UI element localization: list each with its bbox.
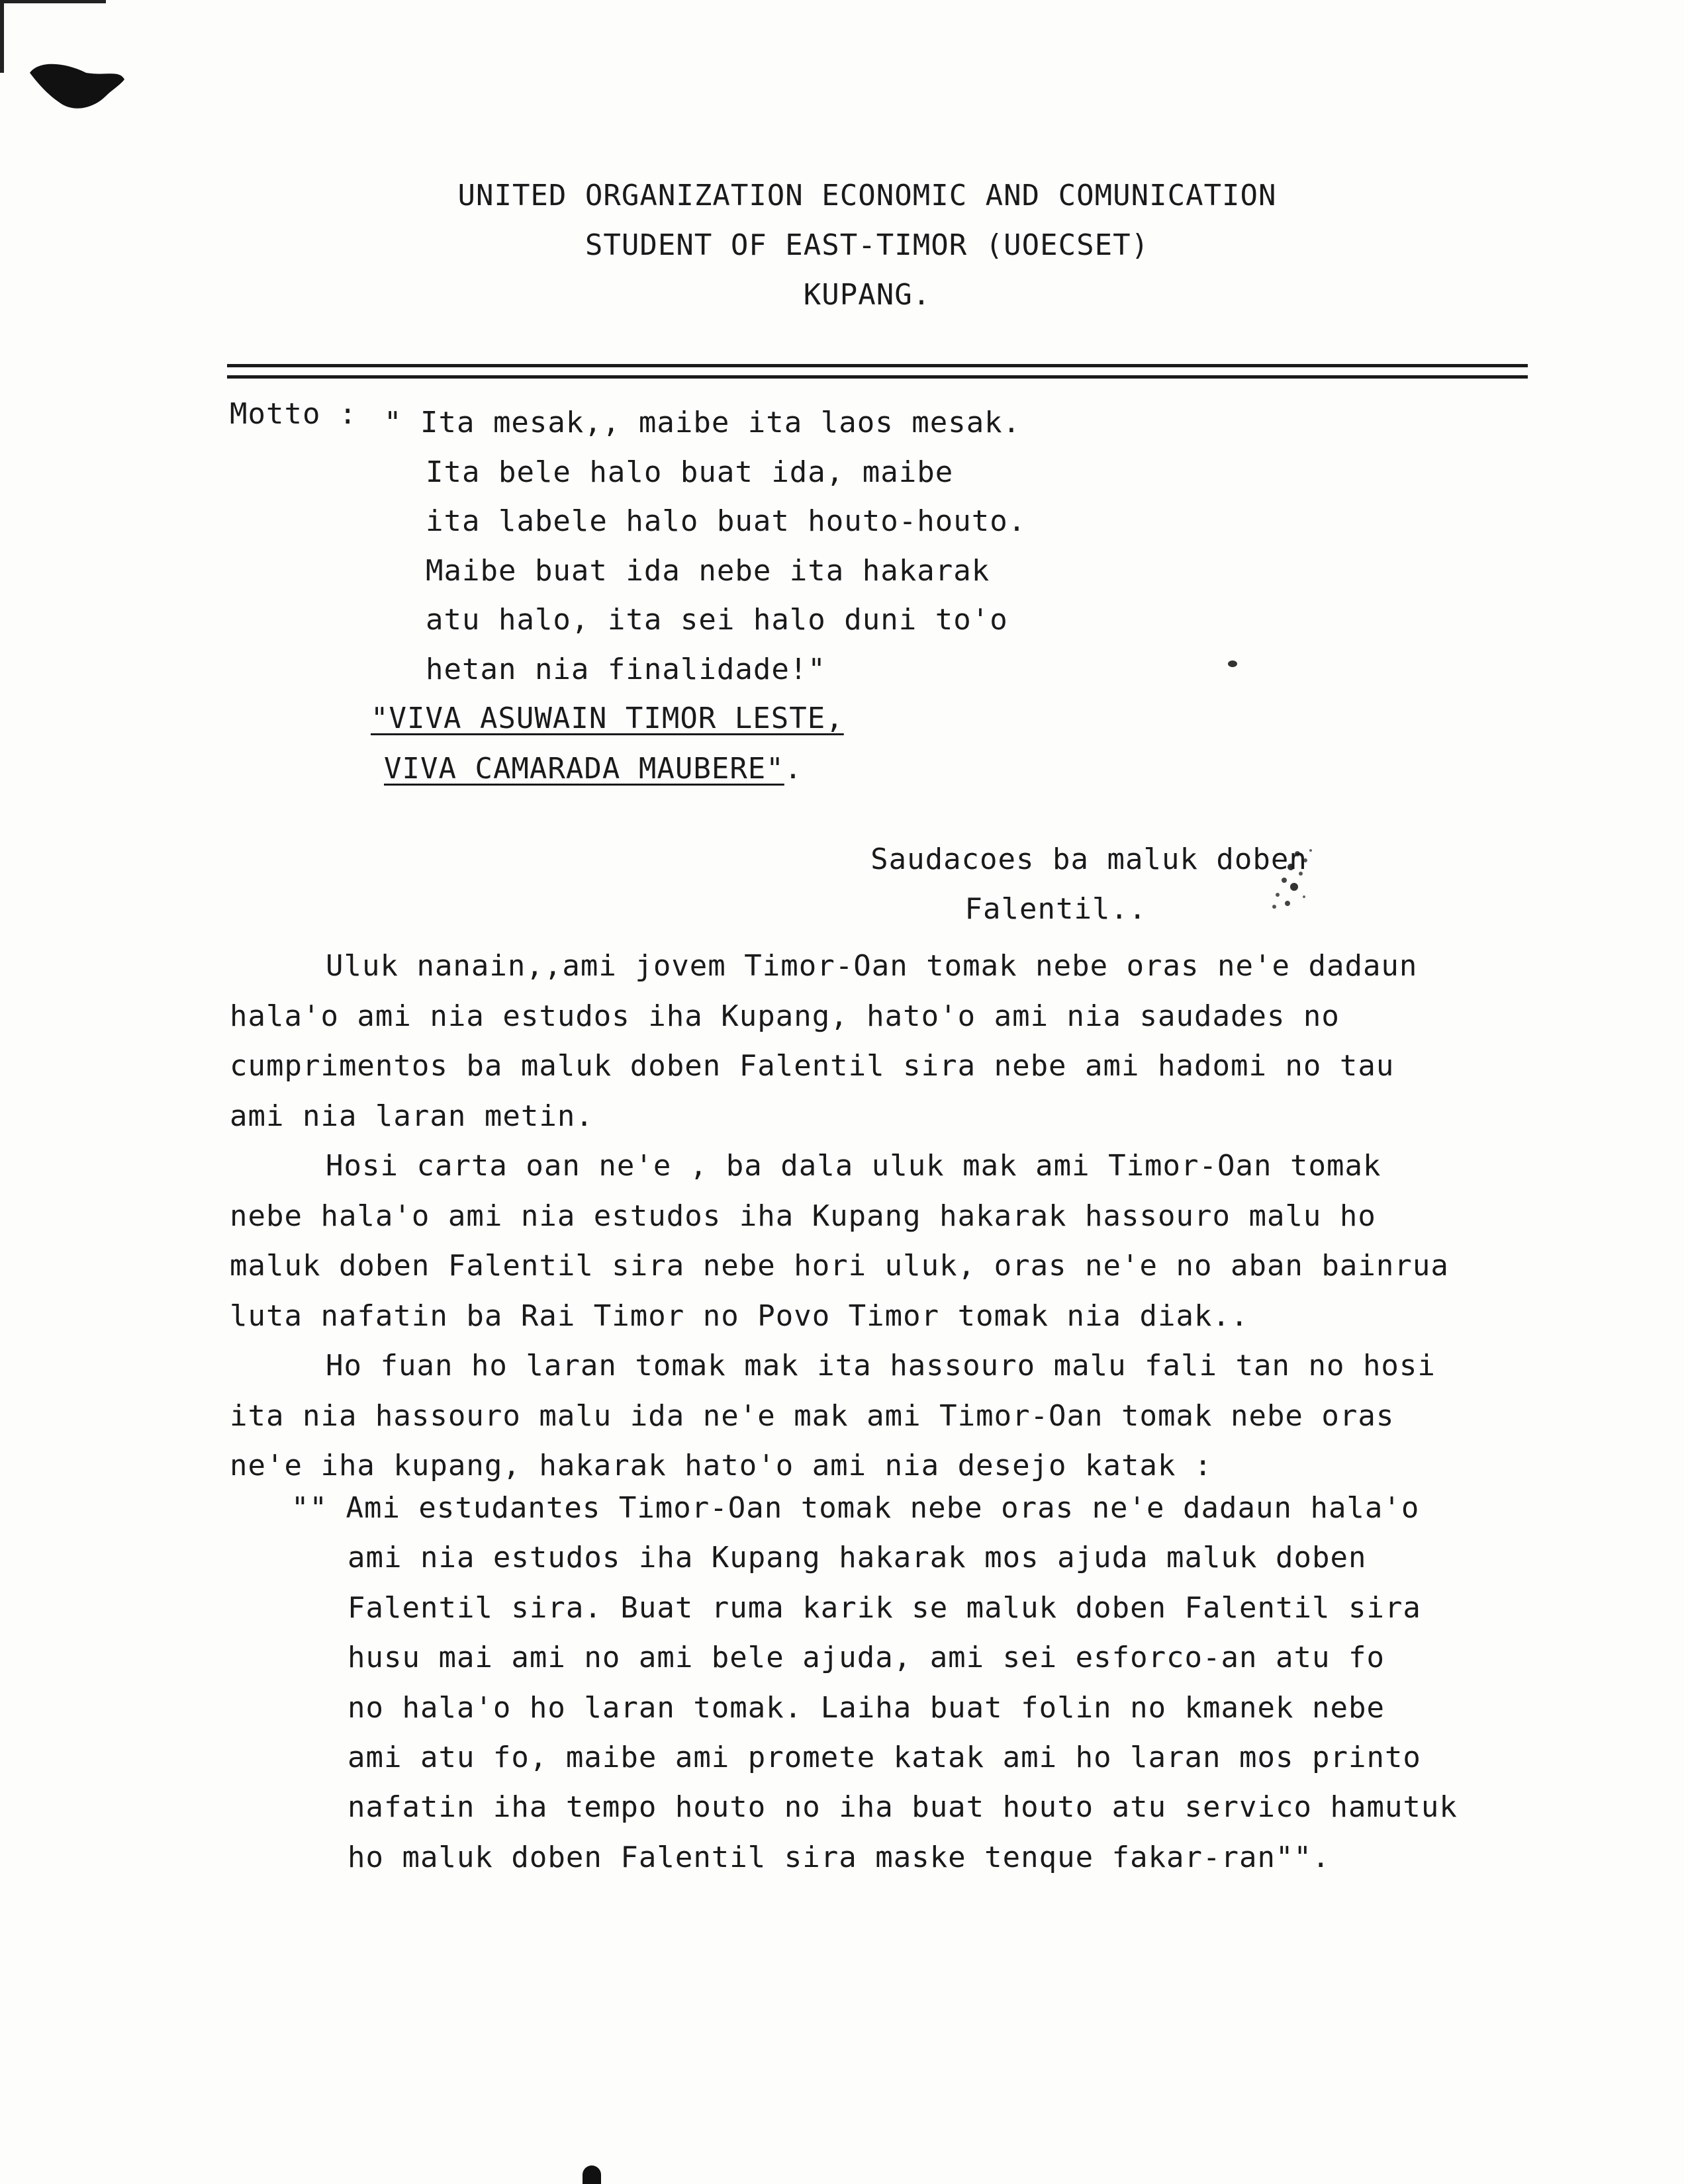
body-line: luta nafatin ba Rai Timor no Povo Timor tomak nia diak.. (230, 1298, 1249, 1333)
organization-subtitle: STUDENT OF EAST-TIMOR (UOECSET) (585, 228, 1150, 262)
body-line: ne'e iha kupang, hakarak hato'o ami nia desejo katak : (230, 1449, 1213, 1482)
body-line: cumprimentos ba maluk doben Falentil sira nebe ami hadomi no tau (230, 1049, 1395, 1083)
motto-line: atu halo, ita sei halo duni to'o (426, 603, 1008, 637)
quote-line: nafatin iha tempo houto no iha buat houto atu servico hamutuk (348, 1790, 1458, 1825)
scan-edge-mark (0, 0, 106, 3)
body-line: nebe hala'o ami nia estudos iha Kupang hakarak hassouro malu ho (230, 1199, 1376, 1233)
quote-line: no hala'o ho laran tomak. Laiha buat folin no kmanek nebe (348, 1690, 1385, 1725)
scan-speck (1228, 660, 1237, 667)
body-line: hala'o ami nia estudos iha Kupang, hato'o ami nia saudades no (230, 999, 1340, 1033)
quote-line: ami nia estudos iha Kupang hakarak mos ajuda maluk doben (348, 1541, 1367, 1575)
quote-line: "" Ami estudantes Timor-Oan tomak nebe oras ne'e dadaun hala'o (291, 1491, 1420, 1525)
body-line: Ho fuan ho laran tomak mak ita hassouro malu fali tan no hosi (326, 1349, 1436, 1383)
viva-line-text: VIVA CAMARADA MAUBERE" (384, 752, 784, 786)
motto-line: Ita bele halo buat ida, maibe (426, 455, 954, 489)
location-heading: KUPANG. (803, 278, 931, 312)
body-line: Uluk nanain,,ami jovem Timor-Oan tomak nebe oras ne'e dadaun (326, 949, 1418, 983)
scan-edge-mark (0, 0, 4, 73)
body-line: maluk doben Falentil sira nebe hori uluk, oras ne'e no aban bainrua (230, 1249, 1449, 1283)
quote-line: husu mai ami no ami bele ajuda, ami sei esforco-an atu fo (348, 1641, 1385, 1675)
header-rule (227, 375, 1528, 379)
body-line: Hosi carta oan ne'e , ba dala uluk mak ami Timor-Oan tomak (326, 1149, 1381, 1183)
motto-line: ita labele halo buat houto-houto. (426, 504, 1027, 538)
motto-line: hetan nia finalidade!" (426, 652, 826, 686)
body-line: ami nia laran metin. (230, 1099, 594, 1133)
organization-name: UNITED ORGANIZATION ECONOMIC AND COMUNICATION (457, 179, 1277, 212)
greeting-line: Falentil.. (964, 892, 1147, 926)
header-rule (227, 364, 1528, 367)
motto-line: " Ita mesak,, maibe ita laos mesak. (384, 406, 1021, 439)
viva-line-end: . (784, 752, 803, 786)
viva-line: "VIVA ASUWAIN TIMOR LESTE, (371, 702, 844, 735)
quoted-desire (291, 1483, 1458, 1882)
body-line: ita nia hassouro malu ida ne'e mak ami Timor-Oan tomak nebe oras (230, 1398, 1395, 1433)
viva-line (371, 744, 844, 794)
greeting-line: Saudacoes ba maluk doben (870, 842, 1307, 876)
motto-text (384, 398, 1026, 694)
viva-slogan (371, 694, 844, 794)
quote-line: ho maluk doben Falentil sira maske tenque fakar-ran"". (348, 1840, 1331, 1874)
motto-line: Maibe buat ida nebe ita hakarak (426, 553, 990, 588)
hole-punch-mark (26, 56, 126, 116)
quote-line: Falentil sira. Buat ruma karik se maluk doben Falentil sira (348, 1590, 1421, 1625)
letter-body (230, 941, 1487, 1491)
quote-line: ami atu fo, maibe ami promete katak ami ho laran mos printo (348, 1741, 1421, 1775)
motto-label: Motto : (230, 397, 357, 431)
scan-speck (583, 2165, 601, 2184)
